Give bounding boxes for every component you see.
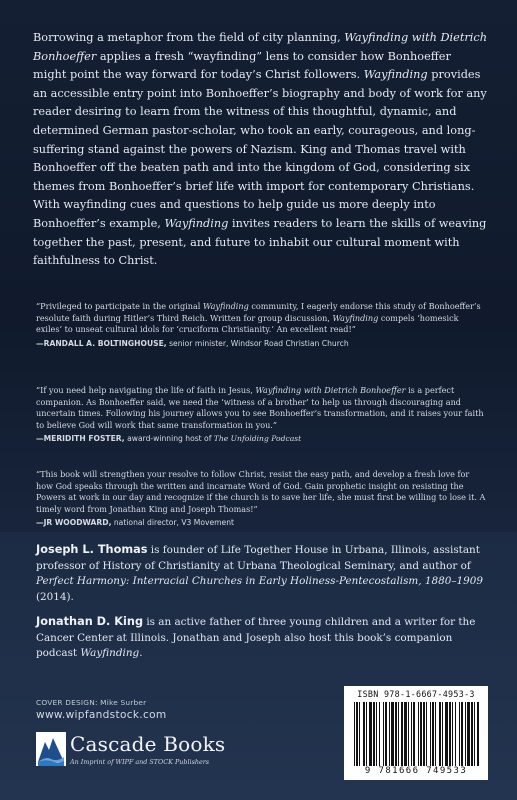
cover-design-credit: COVER DESIGN: Mike Surber (36, 698, 147, 707)
barcode-stripe (435, 702, 436, 766)
barcode-stripe (452, 702, 453, 766)
barcode-stripe (445, 702, 448, 766)
author-bio: Jonathan D. King is an active father of three young children and a writer for the Cancer Center at Illinois. Jonathan and Joseph also host this book’s companion podcast Wayfinding. (36, 615, 476, 660)
barcode-stripe (395, 702, 397, 766)
barcode-stripe (398, 702, 399, 766)
barcode-stripe (389, 702, 390, 766)
endorsement-attribution: —MERIDITH FOSTER, award-winning host of The Unfolding Podcast (36, 434, 302, 444)
barcode-stripe (385, 702, 387, 766)
author-name: Joseph L. Thomas (36, 543, 148, 556)
barcode-stripe (455, 702, 456, 766)
barcode-stripe (423, 702, 425, 766)
barcode-stripe (366, 702, 367, 766)
isbn-digits: 9 781666 749533 (364, 766, 468, 776)
barcode-bars (352, 702, 480, 766)
barcode-stripe (426, 702, 427, 766)
book-description (33, 29, 487, 271)
barcode-stripe (376, 702, 377, 766)
barcode-stripe (404, 702, 407, 766)
blurb-title: Wayfinding (164, 216, 229, 230)
barcode-stripe (408, 702, 409, 766)
endorsement-attribution: —RANDALL A. BOLTINGHOUSE, senior minister, Windsor Road Christian Church (36, 338, 349, 348)
barcode-stripe (354, 702, 355, 766)
blurb-text: provides an accessible entry point into Bonhoeffer’s biography and body of work for any reader desiring to learn from the witness of this thoughtful, dynamic, and determined German pastor-scholar, who took an early, courageous, and long-suffering stand against the powers of Nazism. King and Thomas travel with Bonhoeffer off the beaten path and into the kingdom of God, considering six themes from Bonhoeffer’s brief life with import for contemporary Christians. With wayfinding cues and questions to help guide us more deeply into Bonhoeffer’s example, (33, 68, 487, 230)
endorsement: “This book will strengthen your resolve to follow Christ, resist the easy path, and develop a fresh love for how God speaks through the written and incarnate Word of God. Gain prophetic insight on resisting the Powers at work in our day and recognize if the church is to save her life, she must first be willing to lose it. A timely word from Jonathan King and Joseph Thomas!” —JR WOODWARD, national director, V3 Movement (36, 469, 486, 528)
barcode-stripe (369, 702, 372, 766)
publisher-website[interactable]: www.wipfandstock.com (36, 709, 167, 721)
author-bio: Joseph L. Thomas is founder of Life Together House in Urbana, Illinois, assistant professor of History of Christianity at Urbana Theological Seminary, and author of Perfect Harmony: Interracial Churches in Early Holiness-Pentecostalism, 1880–1909 (2014). (36, 543, 483, 603)
barcode-stripe (449, 702, 451, 766)
endorsement: “Privileged to participate in the original Wayfinding community, I eagerly endorse this study of Bonhoeffer’s resolute faith during Hitler’s Third Reich. Written for group discussion, Wayfinding compels ‘homesick exiles’ to unseat cultural idols for ‘cruciform Christianity.’ An excellent read!” —RANDALL A. BOLTINGHOUSE, senior minister, Windsor Road Christian Church (36, 301, 486, 349)
barcode-stripe (383, 702, 384, 766)
barcode-stripe (461, 702, 463, 766)
barcode-stripe (411, 702, 412, 766)
isbn-label: ISBN 978-1-6667-4953-3 (357, 689, 475, 699)
barcode-stripe (379, 702, 380, 766)
barcode-stripe (391, 702, 394, 766)
barcode-stripe (439, 702, 441, 766)
barcode-stripe (474, 702, 475, 766)
barcode-stripe (477, 702, 479, 766)
barcode-stripe (467, 702, 470, 766)
blurb-title: Wayfinding (363, 68, 428, 82)
barcode-stripe (359, 702, 360, 766)
barcode-stripe (363, 702, 365, 766)
blurb-title: Wayfinding with Dietrich Bonhoeffer (33, 31, 487, 63)
barcode-stripe (373, 702, 375, 766)
barcode-stripe (418, 702, 419, 766)
isbn-barcode (344, 686, 488, 780)
endorsement: “If you need help navigating the life of faith in Jesus, Wayfinding with Dietrich Bonhoeffer is a perfect companion. As Bonhoeffer said, we need the ‘witness of a brother’ to help us through discouraging and uncertain times. Following his journey allows you to see Bonhoeffer’s transformation, and it raises your faith to believe God will work that same transformation in you.” —MERIDITH FOSTER, award-winning host of The Unfolding Podcast (36, 385, 486, 445)
publisher-name: Cascade Books (70, 732, 226, 756)
barcode-stripe (401, 702, 403, 766)
endorsement-attribution: —JR WOODWARD, national director, V3 Movement (36, 518, 235, 528)
barcode-stripe (471, 702, 473, 766)
cascade-logo-icon (36, 732, 66, 766)
barcode-stripe (430, 702, 431, 766)
barcode-stripe (356, 702, 358, 766)
publisher-tagline: An Imprint of WIPF and STOCK Publishers (70, 758, 210, 766)
blurb-text: applies a fresh “wayfinding” lens to consider how Bonhoeffer might point the way forward for today’s Christ followers. (33, 49, 451, 82)
barcode-stripe (420, 702, 422, 766)
barcode-stripe (442, 702, 443, 766)
blurb-text: invites readers to learn the skills of weaving together the past, present, and future to inhabit our cultural moment with faithfulness to Christ. (33, 216, 487, 268)
barcode-stripe (459, 702, 460, 766)
barcode-stripe (465, 702, 466, 766)
barcode-stripe (432, 702, 434, 766)
author-name: Jonathan D. King (36, 615, 144, 628)
barcode-stripe (413, 702, 415, 766)
blurb-text: Borrowing a metaphor from the field of city planning, (33, 31, 345, 44)
publisher-logo (36, 732, 276, 772)
